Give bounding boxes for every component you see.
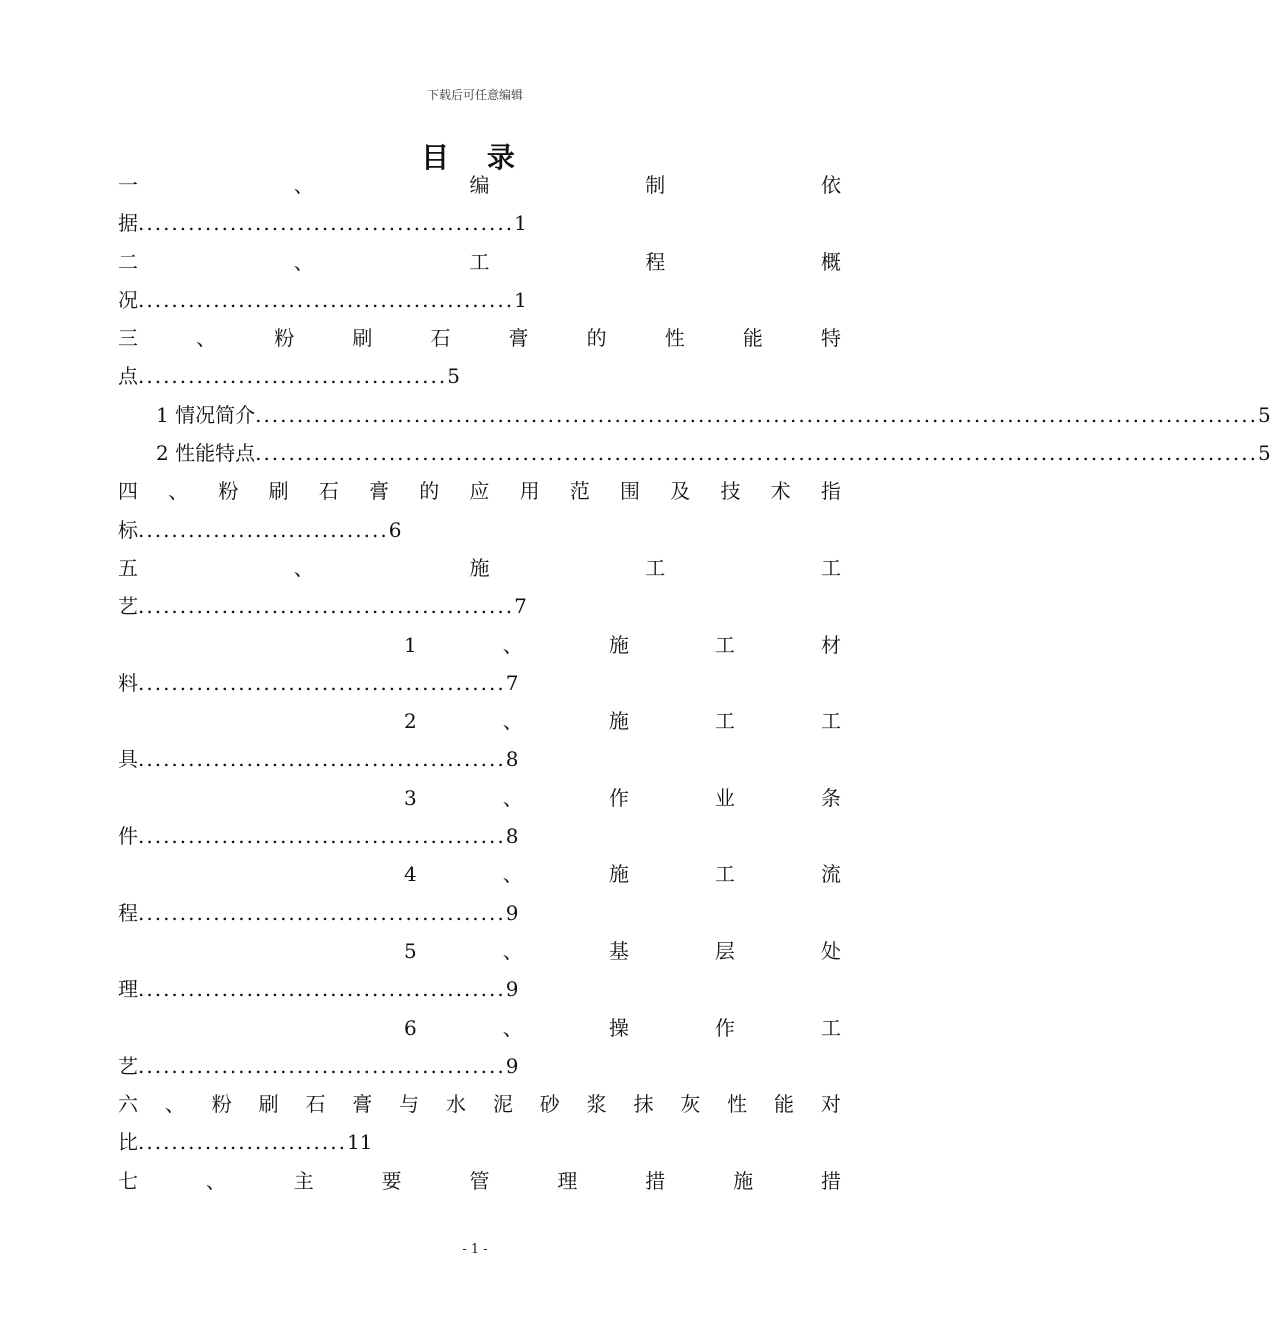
- toc-dot-leader: .............................................: [138, 594, 515, 619]
- toc-entry-char: 工: [645, 555, 666, 580]
- toc-entry-char: 、: [502, 632, 523, 657]
- toc-entry-continuation[interactable]: [118, 1047, 841, 1085]
- toc-entry[interactable]: [118, 396, 1271, 434]
- toc-entry-char: 六: [118, 1092, 138, 1117]
- toc-entry-char: 范: [569, 479, 590, 504]
- toc-entry-char: 施: [733, 1168, 754, 1193]
- toc-entry-char: 工: [714, 862, 735, 887]
- toc-entry-char: 作: [714, 1015, 735, 1040]
- toc-entry-continuation[interactable]: [118, 357, 841, 395]
- toc-title: 目 录: [421, 141, 529, 174]
- toc-entry-char: 工: [821, 555, 841, 580]
- toc-entry-label: 具: [118, 747, 138, 772]
- toc-entry-label: 料: [118, 670, 138, 695]
- toc-entry[interactable]: [118, 855, 841, 893]
- toc-entry-char: 与: [399, 1092, 420, 1117]
- toc-entry-char: 、: [205, 1168, 226, 1193]
- toc-page-number: 9: [505, 977, 519, 1002]
- toc-dot-leader: ............................................: [138, 1053, 506, 1078]
- toc-entry-char: 管: [469, 1168, 490, 1193]
- toc-dot-leader: .....................................: [138, 364, 448, 389]
- toc-entry[interactable]: [118, 472, 841, 510]
- toc-page-number: 5: [447, 364, 460, 389]
- toc-entry-char: 理: [557, 1168, 578, 1193]
- toc-entry-char: 要: [381, 1168, 402, 1193]
- toc-entry-char: 、: [502, 1015, 523, 1040]
- toc-entry-label: 件: [118, 824, 138, 849]
- toc-entry-char: 主: [293, 1168, 314, 1193]
- toc-entry[interactable]: [118, 932, 841, 970]
- toc-entry-char: 及: [670, 479, 691, 504]
- toc-page-number: 9: [505, 900, 519, 925]
- toc-entry[interactable]: [118, 1085, 841, 1123]
- toc-entry-char: 工: [714, 632, 735, 657]
- toc-entry[interactable]: [118, 702, 841, 740]
- toc-entry-char: 二: [118, 249, 138, 274]
- toc-entry-continuation[interactable]: [118, 817, 841, 855]
- toc-dot-leader: .............................................: [138, 287, 515, 312]
- toc-dot-leader: .............................................: [138, 211, 515, 236]
- toc-entry-char: 、: [293, 555, 314, 580]
- toc-dot-leader: ..............................: [138, 517, 389, 542]
- toc-entry-char: 施: [608, 632, 629, 657]
- toc-entry-char: 施: [469, 555, 490, 580]
- toc-entry-char: 编: [469, 173, 490, 197]
- page-header: 下载后可任意编辑: [426, 88, 523, 102]
- toc-entry-char: 条: [820, 785, 841, 810]
- toc-entry-label: 据: [118, 211, 138, 236]
- toc-entry-char: 七: [118, 1168, 138, 1193]
- toc-entry-char: 应: [469, 479, 490, 504]
- toc-dot-leader: ............................................: [138, 900, 506, 925]
- toc-entry-char: 性: [727, 1092, 748, 1117]
- toc-entry-label: 2 性能特点: [156, 441, 256, 466]
- toc-entry-char: 膏: [352, 1092, 373, 1117]
- toc-entry-char: 水: [446, 1092, 467, 1117]
- toc-entry[interactable]: [118, 626, 841, 664]
- table-of-contents: [118, 166, 1271, 1200]
- toc-dot-leader: ............................................: [138, 747, 506, 772]
- toc-page-number: 9: [505, 1053, 519, 1078]
- toc-entry-char: 的: [419, 479, 440, 504]
- toc-entry-char: 概: [821, 249, 841, 274]
- toc-entry-continuation[interactable]: [118, 1123, 841, 1161]
- toc-entry-char: 能: [774, 1092, 795, 1117]
- toc-entry-char: 四: [118, 479, 138, 504]
- toc-entry[interactable]: [118, 319, 841, 357]
- toc-entry-char: 刷: [268, 479, 289, 504]
- toc-entry-char: 措: [821, 1168, 841, 1193]
- toc-entry-char: 流: [820, 862, 841, 887]
- toc-entry[interactable]: [118, 549, 841, 587]
- toc-entry-char: 、: [293, 173, 314, 197]
- toc-entry-char: 2: [404, 709, 417, 734]
- toc-entry-continuation[interactable]: [118, 281, 841, 319]
- toc-entry-char: 、: [502, 709, 523, 734]
- toc-entry-continuation[interactable]: [118, 664, 841, 702]
- toc-entry-char: 五: [118, 555, 138, 580]
- toc-entry-char: 粉: [274, 326, 295, 351]
- toc-entry-char: 砂: [539, 1092, 560, 1117]
- toc-entry-char: 灰: [680, 1092, 701, 1117]
- toc-entry-char: 、: [293, 249, 314, 274]
- toc-entry-char: 施: [608, 709, 629, 734]
- toc-page-number: 7: [514, 594, 527, 619]
- toc-entry-char: 处: [820, 938, 841, 963]
- toc-page-number: 5: [1257, 441, 1271, 466]
- page-number: - 1 -: [462, 1242, 488, 1257]
- toc-entry[interactable]: [118, 243, 841, 281]
- toc-entry-char: 4: [404, 862, 417, 887]
- toc-entry-char: 泥: [492, 1092, 513, 1117]
- toc-page-number: 7: [505, 670, 519, 695]
- toc-entry-char: 石: [318, 479, 339, 504]
- toc-entry-char: 、: [502, 938, 523, 963]
- toc-entry-continuation[interactable]: [118, 740, 841, 778]
- toc-entry-label: 点: [118, 364, 138, 389]
- toc-entry-label: 标: [118, 517, 138, 542]
- toc-entry-char: 操: [608, 1015, 629, 1040]
- toc-entry-char: 围: [620, 479, 641, 504]
- toc-entry-continuation[interactable]: [118, 511, 841, 549]
- toc-entry-char: 刷: [352, 326, 373, 351]
- toc-entry-char: 用: [519, 479, 540, 504]
- toc-entry-label: 艺: [118, 594, 138, 619]
- toc-entry-char: 石: [430, 326, 451, 351]
- toc-dot-leader: ............................................: [138, 977, 506, 1002]
- toc-entry-char: 三: [118, 326, 138, 351]
- toc-page-number: 11: [346, 1130, 373, 1155]
- toc-entry-char: 3: [404, 785, 417, 810]
- toc-entry-continuation[interactable]: [118, 587, 841, 625]
- toc-entry-label: 比: [118, 1130, 138, 1155]
- toc-entry-char: 性: [664, 326, 685, 351]
- toc-entry-char: 程: [645, 249, 666, 274]
- toc-entry-char: 能: [742, 326, 763, 351]
- toc-entry-char: 膏: [508, 326, 529, 351]
- toc-entry-char: 、: [168, 479, 189, 504]
- toc-page-number: 6: [388, 517, 402, 542]
- toc-entry-char: 基: [608, 938, 629, 963]
- toc-entry-char: 膏: [369, 479, 390, 504]
- toc-entry-char: 一: [118, 173, 138, 197]
- toc-entry-char: 措: [645, 1168, 666, 1193]
- toc-page-number: 8: [505, 747, 519, 772]
- toc-entry-char: 工: [820, 709, 841, 734]
- toc-entry-char: 作: [608, 785, 629, 810]
- toc-entry-char: 刷: [258, 1092, 279, 1117]
- toc-entry-char: 制: [645, 173, 666, 197]
- toc-entry[interactable]: [118, 434, 1271, 472]
- toc-entry-char: 术: [770, 479, 791, 504]
- toc-entry-char: 粉: [211, 1092, 232, 1117]
- toc-entry-label: 1 情况简介: [156, 402, 256, 427]
- toc-entry-char: 技: [720, 479, 741, 504]
- toc-entry-char: 粉: [218, 479, 239, 504]
- toc-entry-char: 浆: [586, 1092, 607, 1117]
- toc-entry-char: 、: [502, 785, 523, 810]
- toc-entry-char: 工: [469, 249, 490, 274]
- toc-entry-char: 、: [196, 326, 217, 351]
- toc-dot-leader: ........................................................................................................................: [255, 402, 1258, 427]
- toc-entry-char: 、: [502, 862, 523, 887]
- toc-entry-label: 程: [118, 900, 138, 925]
- toc-entry-label: 艺: [118, 1053, 138, 1078]
- toc-entry-char: 、: [164, 1092, 185, 1117]
- toc-entry-continuation[interactable]: [118, 970, 841, 1008]
- toc-entry-char: 石: [305, 1092, 326, 1117]
- toc-entry-char: 的: [586, 326, 607, 351]
- toc-page-number: 1: [514, 211, 527, 236]
- toc-entry-char: 施: [608, 862, 629, 887]
- toc-entry-char: 工: [820, 1015, 841, 1040]
- toc-entry-char: 特: [820, 326, 841, 351]
- toc-entry[interactable]: [118, 166, 841, 204]
- toc-dot-leader: ............................................: [138, 670, 506, 695]
- toc-entry-char: 6: [404, 1015, 417, 1040]
- toc-entry-char: 指: [820, 479, 841, 504]
- toc-entry-char: 1: [404, 632, 417, 657]
- toc-dot-leader: ............................................: [138, 824, 506, 849]
- toc-entry-char: 材: [820, 632, 841, 657]
- toc-entry-char: 5: [404, 938, 417, 963]
- toc-page-number: 8: [505, 824, 519, 849]
- toc-entry-char: 工: [714, 709, 735, 734]
- toc-entry-char: 业: [714, 785, 735, 810]
- toc-entry-label: 理: [118, 977, 138, 1002]
- toc-page-number: 1: [514, 287, 527, 312]
- toc-entry-char: 抹: [633, 1092, 654, 1117]
- toc-entry-char: 对: [820, 1092, 841, 1117]
- toc-entry[interactable]: [118, 1009, 841, 1047]
- toc-entry[interactable]: [118, 779, 841, 817]
- toc-entry-continuation[interactable]: [118, 894, 841, 932]
- toc-dot-leader: ........................................................................................................................: [255, 441, 1258, 466]
- toc-dot-leader: .........................: [138, 1130, 347, 1155]
- toc-page-number: 5: [1257, 402, 1271, 427]
- toc-entry[interactable]: [118, 1162, 841, 1200]
- toc-entry-continuation[interactable]: [118, 204, 841, 242]
- toc-entry-char: 层: [714, 938, 735, 963]
- toc-entry-label: 况: [118, 287, 138, 312]
- toc-entry-char: 依: [821, 173, 841, 197]
